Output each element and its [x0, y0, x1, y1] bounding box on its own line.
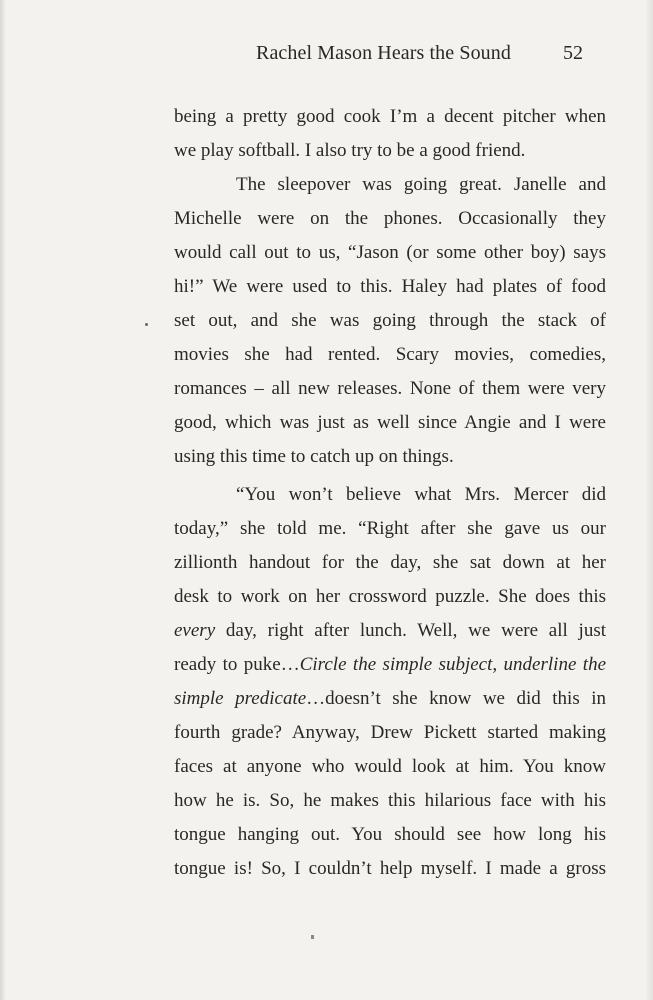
text-line [174, 236, 606, 270]
text-line [174, 614, 606, 648]
text-segment: we play softball. I also try to be a good friend. [174, 140, 526, 161]
chapter-title: Rachel Mason Hears the Sound [256, 42, 511, 64]
text-segment: tongue is! So, I couldn’t help myself. I made a gross [174, 858, 606, 879]
text-line [174, 304, 606, 338]
text-line [174, 406, 606, 440]
text-segment: movies she had rented. Scary movies, comedies, [174, 344, 606, 365]
body-text [174, 100, 606, 886]
text-line [174, 716, 606, 750]
text-segment: being a pretty good cook I’m a decent pitcher when [174, 106, 606, 127]
text-segment: The sleepover was going great. Janelle and [236, 174, 606, 195]
text-line [174, 682, 606, 716]
text-line [174, 100, 606, 134]
text-line [174, 750, 606, 784]
text-line [174, 512, 606, 546]
text-segment: fourth grade? Anyway, Drew Pickett started making [174, 722, 606, 743]
text-segment: hi!” We were used to this. Haley had plates of food [174, 276, 606, 297]
text-line [174, 168, 606, 202]
text-line [174, 440, 606, 474]
running-header [0, 42, 653, 70]
text-segment: day, right after lunch. Well, we were all just [215, 620, 606, 641]
text-line [174, 818, 606, 852]
text-line [174, 478, 606, 512]
text-line [174, 852, 606, 886]
text-segment: using this time to catch up on things. [174, 446, 454, 467]
text-segment: “You won’t believe what Mrs. Mercer did [236, 484, 606, 505]
text-line [174, 134, 606, 168]
text-segment: romances – all new releases. None of them were very [174, 378, 606, 399]
text-segment: how he is. So, he makes this hilarious face with his [174, 790, 606, 811]
print-speck-bottom [311, 935, 314, 939]
text-line [174, 546, 606, 580]
text-segment: Michelle were on the phones. Occasionally they [174, 208, 606, 229]
text-segment: tongue hanging out. You should see how long his [174, 824, 606, 845]
text-segment: desk to work on her crossword puzzle. She does this [174, 586, 606, 607]
text-segment: would call out to us, “Jason (or some other boy) says [174, 242, 606, 263]
page-number: 52 [563, 42, 583, 64]
text-segment: today,” she told me. “Right after she gave us our [174, 518, 606, 539]
text-line [174, 580, 606, 614]
text-segment: zillionth handout for the day, she sat down at her [174, 552, 606, 573]
text-segment: set out, and she was going through the stack of [174, 310, 606, 331]
page-edge-shadow-left [0, 0, 6, 1000]
text-segment: …doesn’t she know we did this in [306, 688, 607, 709]
text-segment: ready to puke… [174, 654, 300, 675]
text-segment: good, which was just as well since Angie and I were [174, 412, 606, 433]
italic-text: every [174, 620, 216, 641]
italic-text: simple predicate [174, 688, 307, 709]
text-line [174, 784, 606, 818]
text-line [174, 270, 606, 304]
text-line [174, 648, 606, 682]
text-segment: faces at anyone who would look at him. You know [174, 756, 606, 777]
print-speck [145, 323, 148, 326]
page-edge-shadow-right [645, 0, 653, 1000]
text-line [174, 338, 606, 372]
text-line [174, 372, 606, 406]
italic-text: Circle the simple subject, underline the [299, 654, 607, 675]
text-line [174, 202, 606, 236]
